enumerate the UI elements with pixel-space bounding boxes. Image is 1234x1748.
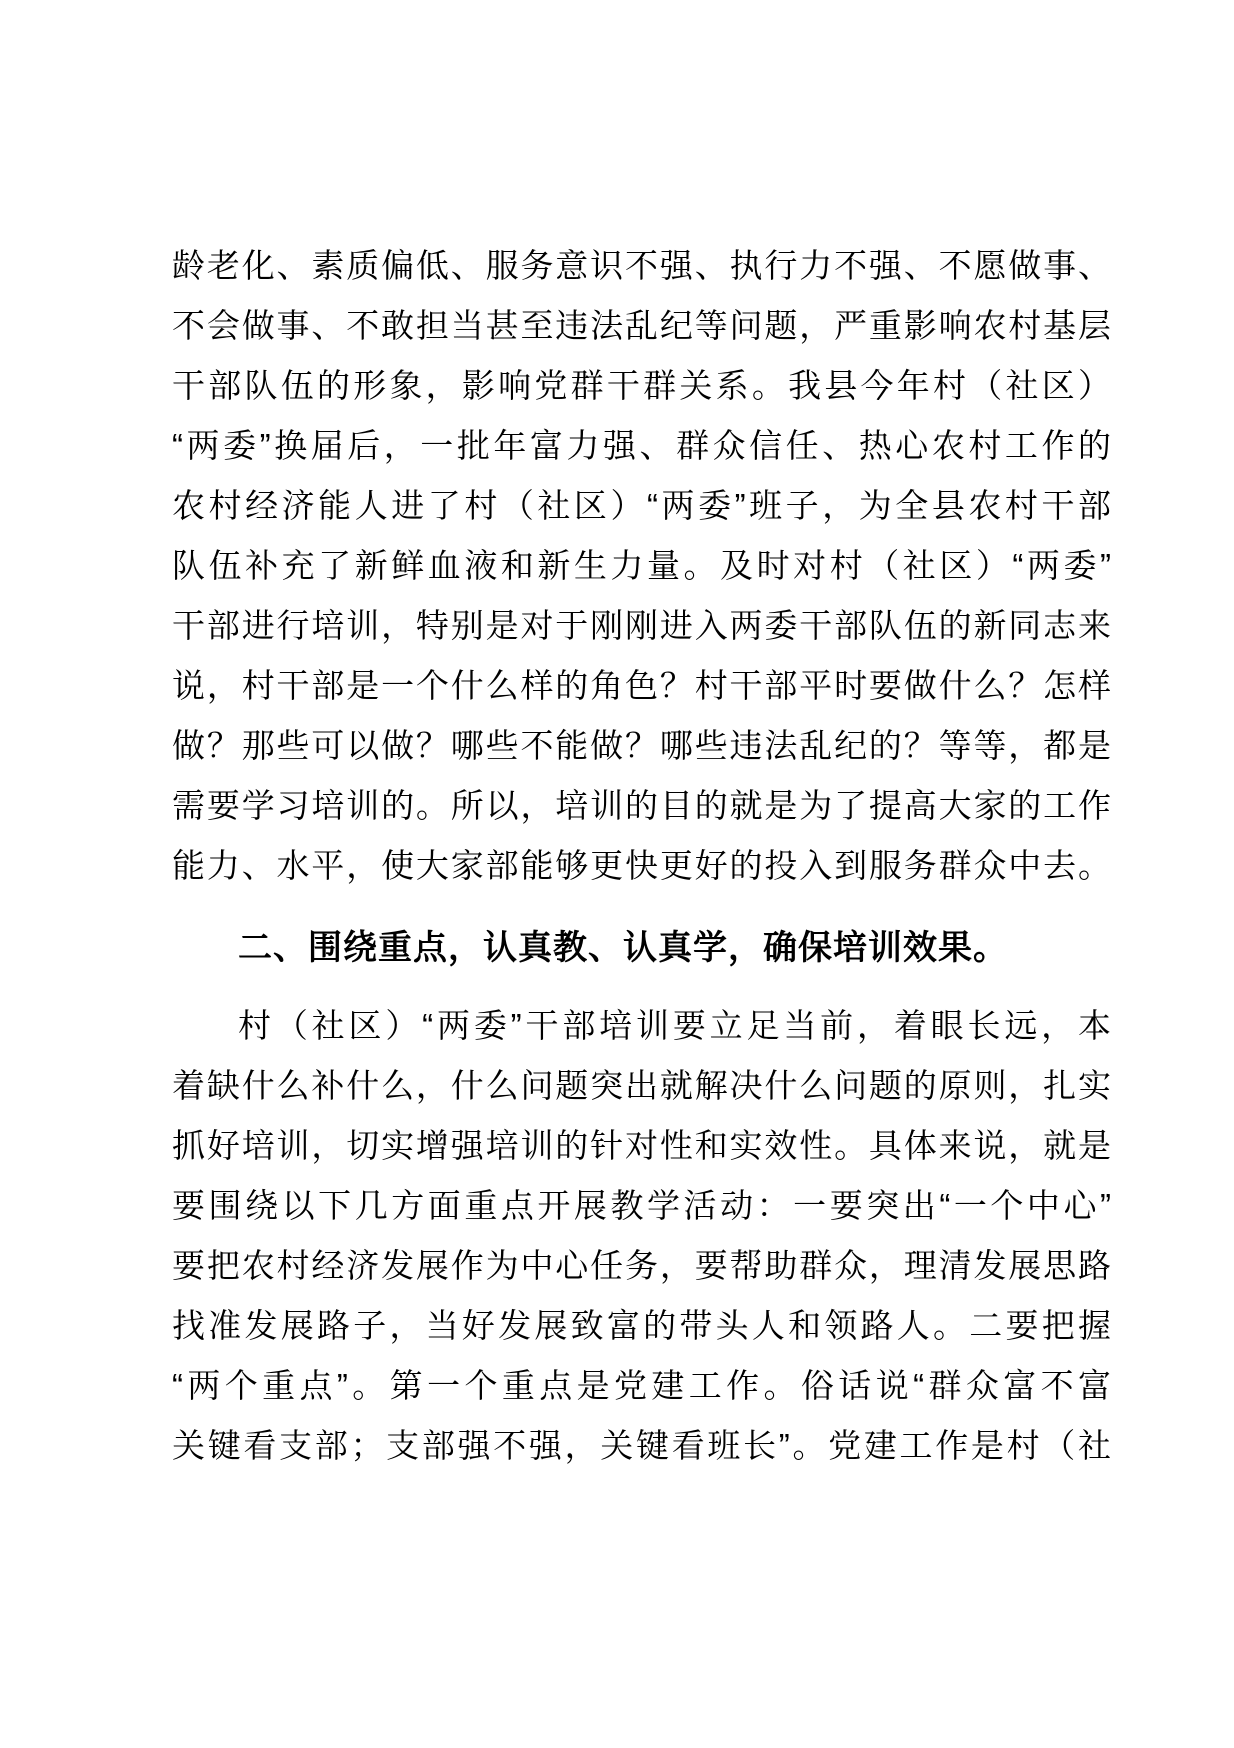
text-line: 找准发展路子，当好发展致富的带头人和领路人。二要把握 — [172, 1307, 1112, 1344]
paragraph-body — [172, 996, 1112, 1476]
paragraph-continuation — [172, 236, 1112, 896]
text-line: 做？那些可以做？哪些不能做？哪些违法乱纪的？等等，都是 — [172, 727, 1112, 764]
text-line: 关键看支部；支部强不强，关键看班长”。党建工作是村（社 — [172, 1427, 1112, 1464]
text-line: 要围绕以下几方面重点开展教学活动：一要突出“一个中心” — [172, 1187, 1112, 1224]
text-line: 能力、水平，使大家部能够更快更好的投入到服务群众中去。 — [172, 847, 1112, 884]
text-line: 抓好培训，切实增强培训的针对性和实效性。具体来说，就是 — [172, 1127, 1112, 1164]
text-line: 队伍补充了新鲜血液和新生力量。及时对村（社区）“两委” — [172, 547, 1112, 584]
text-line: 要把农村经济发展作为中心任务，要帮助群众，理清发展思路 — [172, 1247, 1112, 1284]
text-line: 干部进行培训，特别是对于刚刚进入两委干部队伍的新同志来 — [172, 607, 1112, 644]
text-line: “两委”换届后，一批年富力强、群众信任、热心农村工作的 — [172, 427, 1112, 464]
text-line: 村（社区）“两委”干部培训要立足当前，着眼长远，本 — [238, 1007, 1112, 1044]
text-line: 龄老化、素质偏低、服务意识不强、执行力不强、不愿做事、 — [172, 247, 1112, 284]
text-line: 农村经济能人进了村（社区）“两委”班子，为全县农村干部 — [172, 487, 1112, 524]
text-line: 需要学习培训的。所以，培训的目的就是为了提高大家的工作 — [172, 787, 1112, 824]
text-line: “两个重点”。第一个重点是党建工作。俗话说“群众富不富 — [172, 1367, 1112, 1404]
text-line: 干部队伍的形象，影响党群干群关系。我县今年村（社区） — [172, 367, 1112, 404]
text-line: 着缺什么补什么，什么问题突出就解决什么问题的原则，扎实 — [172, 1067, 1112, 1104]
text-line: 不会做事、不敢担当甚至违法乱纪等问题，严重影响农村基层 — [172, 307, 1112, 344]
section-heading: 二、围绕重点，认真教、认真学，确保培训效果。 — [238, 929, 1008, 967]
page-content — [172, 236, 1112, 1476]
text-line: 说，村干部是一个什么样的角色？村干部平时要做什么？怎样 — [172, 667, 1112, 704]
